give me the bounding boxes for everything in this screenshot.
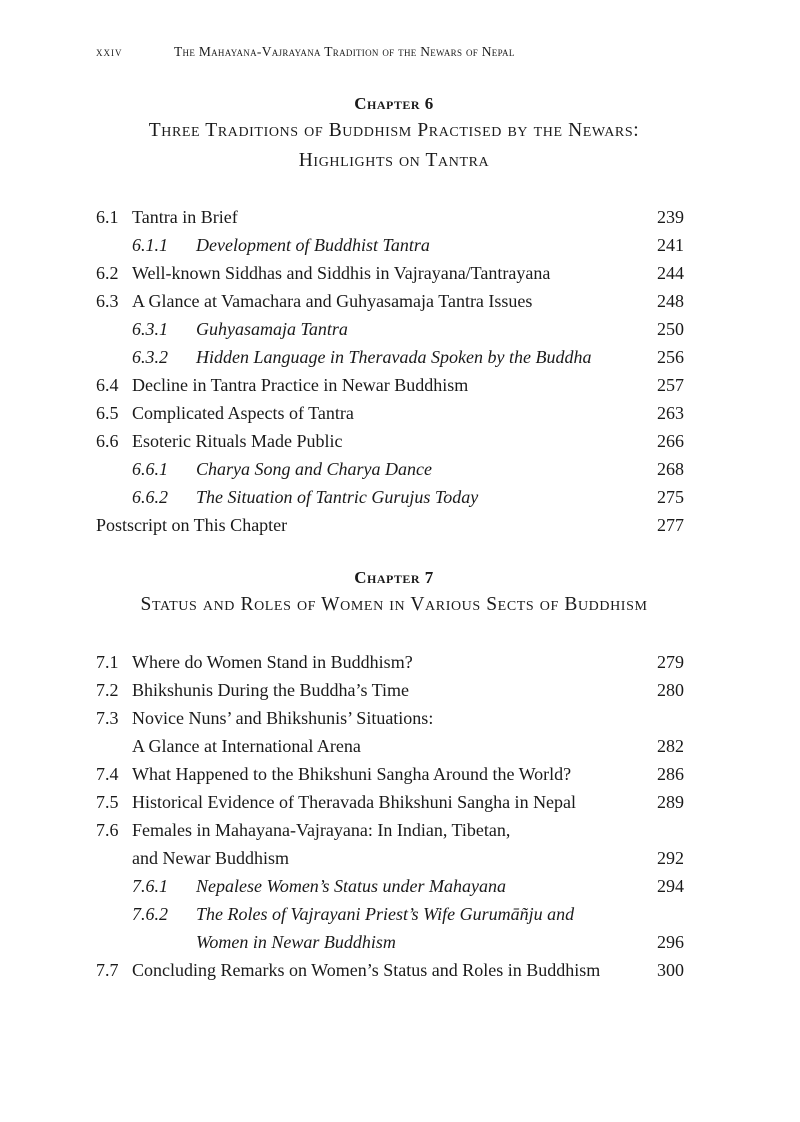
toc-entry[interactable] — [96, 648, 684, 676]
toc-entry[interactable] — [96, 427, 684, 455]
section-number: 7.1 — [96, 652, 119, 672]
section-title: Novice Nuns’ and Bhikshunis’ Situations: — [132, 708, 434, 728]
section-title: Nepalese Women’s Status under Mahayana — [196, 876, 506, 896]
running-head-title: The Mahayana-Vajrayana Tradition of the Newars of Nepal — [174, 44, 515, 59]
section-title: What Happened to the Bhikshuni Sangha Around the World? — [132, 764, 572, 784]
section-title: Development of Buddhist Tantra — [196, 235, 430, 255]
page-number: 280 — [657, 680, 684, 700]
toc-entry[interactable] — [96, 816, 684, 844]
page-number: 292 — [657, 848, 684, 868]
section-title: The Roles of Vajrayani Priest’s Wife Gurumāñju and — [196, 904, 575, 924]
toc-entry[interactable] — [96, 956, 684, 984]
page-number: 263 — [657, 403, 684, 423]
section-title: Women in Newar Buddhism — [196, 932, 396, 952]
page-number: 268 — [657, 459, 684, 479]
section-title: Complicated Aspects of Tantra — [132, 403, 354, 423]
running-head — [96, 44, 692, 62]
toc-entry[interactable] — [96, 676, 684, 704]
page-number: 300 — [657, 960, 684, 980]
section-number: 7.6 — [96, 820, 119, 840]
section-number: 6.6.1 — [132, 459, 168, 479]
section-number: 6.5 — [96, 403, 119, 423]
page-number: 250 — [657, 319, 684, 339]
page-number: 257 — [657, 375, 684, 395]
chapter-number: Chapter 7 — [354, 568, 434, 587]
toc-subentry[interactable] — [96, 872, 684, 900]
toc-entry-continuation[interactable] — [96, 732, 684, 760]
section-title: Females in Mahayana-Vajrayana: In Indian, Tibetan, — [132, 820, 511, 840]
toc-entry[interactable] — [96, 399, 684, 427]
section-title: Tantra in Brief — [132, 207, 238, 227]
section-number: 7.6.1 — [132, 876, 168, 896]
toc-entry[interactable] — [96, 704, 684, 732]
page-number: 289 — [657, 792, 684, 812]
toc-subentry[interactable] — [96, 900, 684, 928]
chapter-6-heading — [96, 92, 692, 176]
section-number: 6.6 — [96, 431, 119, 451]
page-number: 248 — [657, 291, 684, 311]
section-title: Guhyasamaja Tantra — [196, 319, 348, 339]
page-number: 266 — [657, 431, 684, 451]
section-number: 6.1.1 — [132, 235, 168, 255]
section-number: 6.2 — [96, 263, 119, 283]
section-title: Hidden Language in Theravada Spoken by the Buddha — [196, 347, 592, 367]
chapter-title-line-1: Status and Roles of Women in Various Sects of Buddhism — [140, 594, 648, 615]
section-title: Well-known Siddhas and Siddhis in Vajrayana/Tantrayana — [132, 263, 551, 283]
section-title: Charya Song and Charya Dance — [196, 459, 432, 479]
section-number: 7.6.2 — [132, 904, 168, 924]
section-title: A Glance at International Arena — [132, 736, 361, 756]
page-number: 256 — [657, 347, 684, 367]
toc-subentry[interactable] — [96, 315, 684, 343]
chapter-title-line-1: Three Traditions of Buddhism Practised by the Newars: — [148, 120, 640, 141]
toc-postscript-entry[interactable] — [96, 511, 684, 539]
section-number: 6.4 — [96, 375, 119, 395]
section-number: 6.6.2 — [132, 487, 168, 507]
section-number: 7.4 — [96, 764, 119, 784]
toc-entry[interactable] — [96, 371, 684, 399]
section-title: Esoteric Rituals Made Public — [132, 431, 343, 451]
section-number: 6.3.2 — [132, 347, 168, 367]
section-title: Historical Evidence of Theravada Bhikshuni Sangha in Nepal — [132, 792, 577, 812]
chapter-title-line-2: Highlights on Tantra — [298, 150, 490, 171]
toc-entry[interactable] — [96, 788, 684, 816]
page-folio: xxiv — [96, 44, 123, 59]
toc-subentry[interactable] — [96, 483, 684, 511]
section-number: 7.5 — [96, 792, 119, 812]
section-title: A Glance at Vamachara and Guhyasamaja Tantra Issues — [132, 291, 533, 311]
section-number: 7.7 — [96, 960, 119, 980]
page-number: 279 — [657, 652, 684, 672]
toc-entry-continuation[interactable] — [96, 844, 684, 872]
toc-entry[interactable] — [96, 259, 684, 287]
toc-entry[interactable] — [96, 203, 684, 231]
toc-subentry[interactable] — [96, 455, 684, 483]
section-number: 6.3 — [96, 291, 119, 311]
page-number: 275 — [657, 487, 684, 507]
toc-subentry[interactable] — [96, 343, 684, 371]
section-title: The Situation of Tantric Gurujus Today — [196, 487, 479, 507]
page-number: 294 — [657, 876, 684, 896]
section-title: Postscript on This Chapter — [96, 515, 288, 535]
section-title: Bhikshunis During the Buddha’s Time — [132, 680, 410, 700]
toc-entry[interactable] — [96, 287, 684, 315]
chapter-7-toc — [96, 648, 684, 984]
section-number: 7.3 — [96, 708, 119, 728]
section-title: Decline in Tantra Practice in Newar Buddhism — [132, 375, 469, 395]
page-number: 286 — [657, 764, 684, 784]
page-number: 296 — [657, 932, 684, 952]
section-title: Where do Women Stand in Buddhism? — [132, 652, 413, 672]
chapter-7-heading — [96, 566, 692, 620]
chapter-6-toc — [96, 203, 684, 539]
page-number: 241 — [657, 235, 684, 255]
section-number: 6.1 — [96, 207, 119, 227]
chapter-number: Chapter 6 — [354, 94, 434, 113]
section-title: Concluding Remarks on Women’s Status and Roles in Buddhism — [132, 960, 601, 980]
page-number: 282 — [657, 736, 684, 756]
section-number: 7.2 — [96, 680, 119, 700]
page-number: 277 — [657, 515, 684, 535]
toc-entry[interactable] — [96, 760, 684, 788]
toc-subentry-continuation[interactable] — [96, 928, 684, 956]
page-number: 239 — [657, 207, 684, 227]
toc-subentry[interactable] — [96, 231, 684, 259]
section-title: and Newar Buddhism — [132, 848, 289, 868]
page-number: 244 — [657, 263, 684, 283]
section-number: 6.3.1 — [132, 319, 168, 339]
